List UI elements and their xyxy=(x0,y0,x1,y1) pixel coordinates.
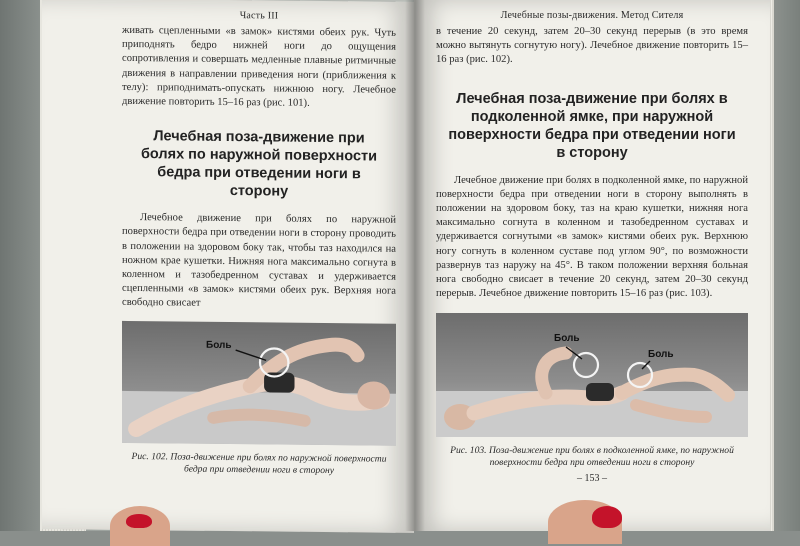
figure-103-pain-label-1: Боль xyxy=(554,333,580,345)
figure-102-photo xyxy=(122,321,396,446)
page-number: – 153 – xyxy=(577,473,607,485)
right-section-heading: Лечебная поза-движение при болях в подколенной ямке, при наружной поверхности бедра при отведении ноги в сторону xyxy=(448,90,736,161)
right-top-text: в течение 20 секунд, затем 20–30 секунд перерыв (в это время можно вытянуть согнутую ногу). Лечебное движение повторить 15–16 раз (рис. 102). xyxy=(436,26,748,66)
figure-103-pain-label-2: Боль xyxy=(648,349,674,361)
left-running-head: Часть III xyxy=(239,10,279,22)
figure-103-photo xyxy=(436,313,748,437)
left-thumbnail xyxy=(126,514,152,528)
left-page xyxy=(42,0,414,533)
figure-103-illustration xyxy=(436,313,748,437)
figure-102-pain-label: Боль xyxy=(206,339,232,351)
right-page xyxy=(414,0,770,531)
left-top-text: живать сцепленными «в замок» кистями обеих рук. Чуть приподнять бедро нижней ноги до ощущения сопротивления и совершать медленные плавные ритмичные движения в направлении приведения ноги (приближения к телу): приподнимать-опускать нижнюю ногу. Лечебное движение повторить 15–16 раз (рис. 101). xyxy=(122,24,396,109)
right-thumbnail xyxy=(592,506,622,528)
figure-103-caption: Рис. 103. Поза-движение при болях в подколенной ямке, по наружной поверхности бедра при отведении ноги в сторону xyxy=(450,445,734,469)
figure-102-illustration xyxy=(122,321,396,446)
figure-102-caption: Рис. 102. Поза-движение при болях по наружной поверхности бедра при отведении ноги в сторону xyxy=(131,450,387,476)
right-body-text: Лечебное движение при болях в подколенной ямке, по наружной поверхности бедра при отведении ноги в сторону выполнять в положении на здоровом боку, таз на краю кушетки, нижняя нога максимально согнута в коленном и тазобедренном суставах и удерживается согнутыми «в замок» кистями обеих рук. Верхнюю ногу согнуть в коленном суставе под углом 90°, по возможности развернув таз наружу на 45°. В таком положении верхняя больная нога свободно свисает в течение 20 секунд, затем 20–30 секунд перерыв. Лечебное движение повторить 15–16 раз (рис. 103). xyxy=(436,174,748,300)
book-gutter xyxy=(405,0,425,531)
left-body-text: Лечебное движение при болях по наружной поверхности бедра при отведении ноги в сторону проводить в положении на здоровом боку так, чтобы таз находился на ножном крае кушетки. Нижняя нога максимально согнута в коленном и тазобедренном суставах и удерживается сцепленными «в замок» кистями обеих рук. Верхняя нога свободно свисает xyxy=(122,212,396,310)
left-section-heading: Лечебная поза-движение при болях по наружной поверхности бедра при отведении ноги в сторону xyxy=(140,128,378,200)
right-running-head: Лечебные позы-движения. Метод Сителя xyxy=(500,10,684,21)
